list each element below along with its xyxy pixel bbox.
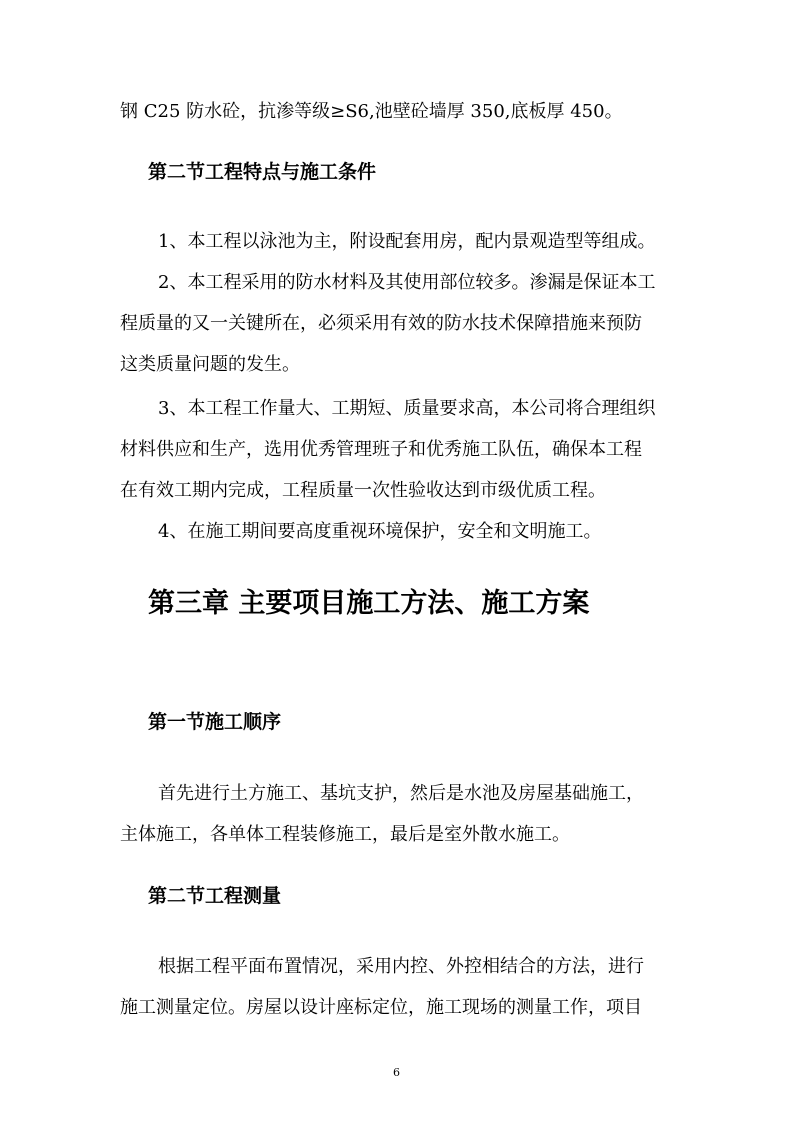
- section-heading-survey: 第二节工程测量: [148, 885, 282, 907]
- paragraph-line: 3、本工程工作量大、工期短、质量要求高，本公司将合理组织: [158, 398, 656, 419]
- paragraph-line: 首先进行土方施工、基坑支护，然后是水池及房屋基础施工，: [158, 783, 644, 804]
- paragraph-line: 这类质量问题的发生。: [120, 354, 300, 375]
- section-heading-features: 第二节工程特点与施工条件: [148, 161, 377, 183]
- paragraph-line: 根据工程平面布置情况，采用内控、外控相结合的方法，进行: [158, 956, 644, 977]
- paragraph-line: 施工测量定位。房屋以设计座标定位，施工现场的测量工作，项目: [120, 997, 642, 1018]
- paragraph-line: 主体施工，各单体工程装修施工，最后是室外散水施工。: [120, 824, 570, 845]
- page-number: 6: [393, 1066, 400, 1079]
- paragraph-line: 程质量的又一关键所在，必须采用有效的防水技术保障措施来预防: [120, 313, 642, 334]
- paragraph-line: 在有效工期内完成，工程质量一次性验收达到市级优质工程。: [120, 480, 606, 501]
- paragraph-line: 1、本工程以泳池为主，附设配套用房，配内景观造型等组成。: [158, 231, 656, 252]
- section-heading-sequence: 第一节施工顺序: [148, 711, 282, 733]
- paragraph-line: 2、本工程采用的防水材料及其使用部位较多。渗漏是保证本工: [158, 272, 656, 293]
- paragraph-line: 材料供应和生产，选用优秀管理班子和优秀施工队伍，确保本工程: [120, 439, 642, 460]
- chapter-heading: 第三章 主要项目施工方法、施工方案: [148, 588, 590, 619]
- continuation-line: 钢 C25 防水砼，抗渗等级≥S6,池壁砼墙厚 350,底板厚 450。: [120, 101, 623, 122]
- paragraph-line: 4、在施工期间要高度重视环境保护，安全和文明施工。: [158, 521, 602, 542]
